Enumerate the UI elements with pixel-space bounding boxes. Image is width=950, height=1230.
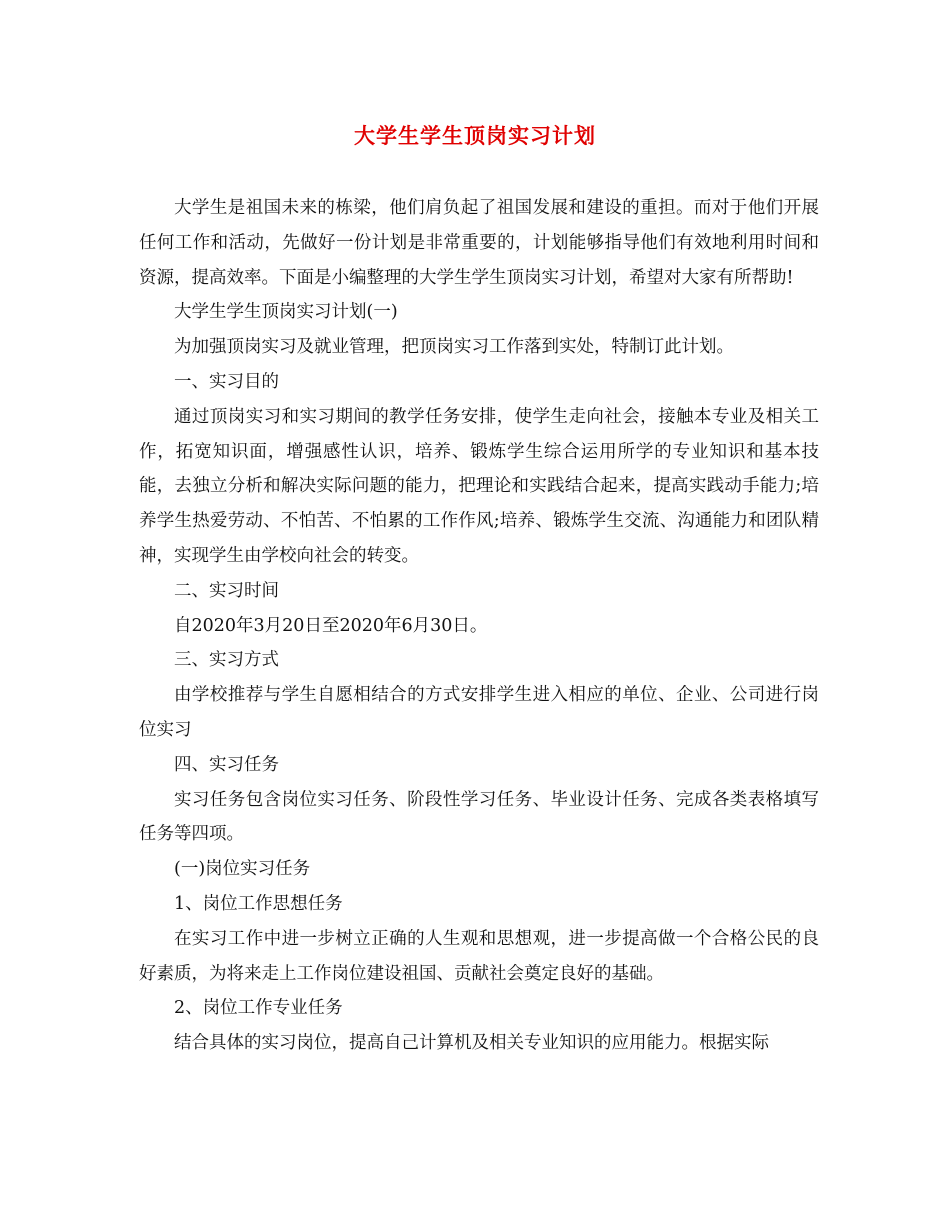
item-heading-ideology: 1、岗位工作思想任务 [174,893,343,914]
purpose-paragraph: 为加强顶岗实习及就业管理，把顶岗实习工作落到实处，特制订此计划。 [174,337,734,358]
section-heading-tasks: 四、实习任务 [174,754,279,775]
document-title: 大学生学生顶岗实习计划 [354,123,596,148]
section-heading-goal: 一、实习目的 [174,371,279,392]
time-paragraph: 自2020年3月20日至2020年6月30日。 [174,615,488,636]
item-heading-professional: 2、岗位工作专业任务 [174,998,343,1019]
plan-subtitle: 大学生学生顶岗实习计划(一) [174,302,398,323]
document-body [139,191,819,1061]
section-heading-method: 三、实习方式 [174,650,279,671]
professional-paragraph: 结合具体的实习岗位，提高自己计算机及相关专业知识的应用能力。根据实际 [174,1033,769,1054]
subsection-heading-post-tasks: (一)岗位实习任务 [174,859,311,880]
method-paragraph: 由学校推荐与学生自愿相结合的方式安排学生进入相应的单位、企业、公司进行岗位实习 [139,685,819,740]
section-heading-time: 二、实习时间 [174,580,279,601]
goal-paragraph: 通过顶岗实习和实习期间的教学任务安排，使学生走向社会，接触本专业及相关工作，拓宽知识面，增强感性认识，培养、锻炼学生综合运用所学的专业知识和基本技能，去独立分析和解决实际问题的能力，把理论和实践结合起来，提高实践动手能力;培养学生热爱劳动、不怕苦、不怕累的工作作风;培养、锻炼学生交流、沟通能力和团队精神，实现学生由学校向社会的转变。 [139,406,819,566]
tasks-paragraph: 实习任务包含岗位实习任务、阶段性学习任务、毕业设计任务、完成各类表格填写任务等四项。 [139,789,819,845]
ideology-paragraph: 在实习工作中进一步树立正确的人生观和思想观，进一步提高做一个合格公民的良好素质，为将来走上工作岗位建设祖国、贡献社会奠定良好的基础。 [139,928,819,984]
intro-paragraph: 大学生是祖国未来的栋梁，他们肩负起了祖国发展和建设的重担。而对于他们开展任何工作和活动，先做好一份计划是非常重要的，计划能够指导他们有效地利用时间和资源，提高效率。下面是小编整理的大学生学生顶岗实习计划，希望对大家有所帮助! [139,198,819,288]
